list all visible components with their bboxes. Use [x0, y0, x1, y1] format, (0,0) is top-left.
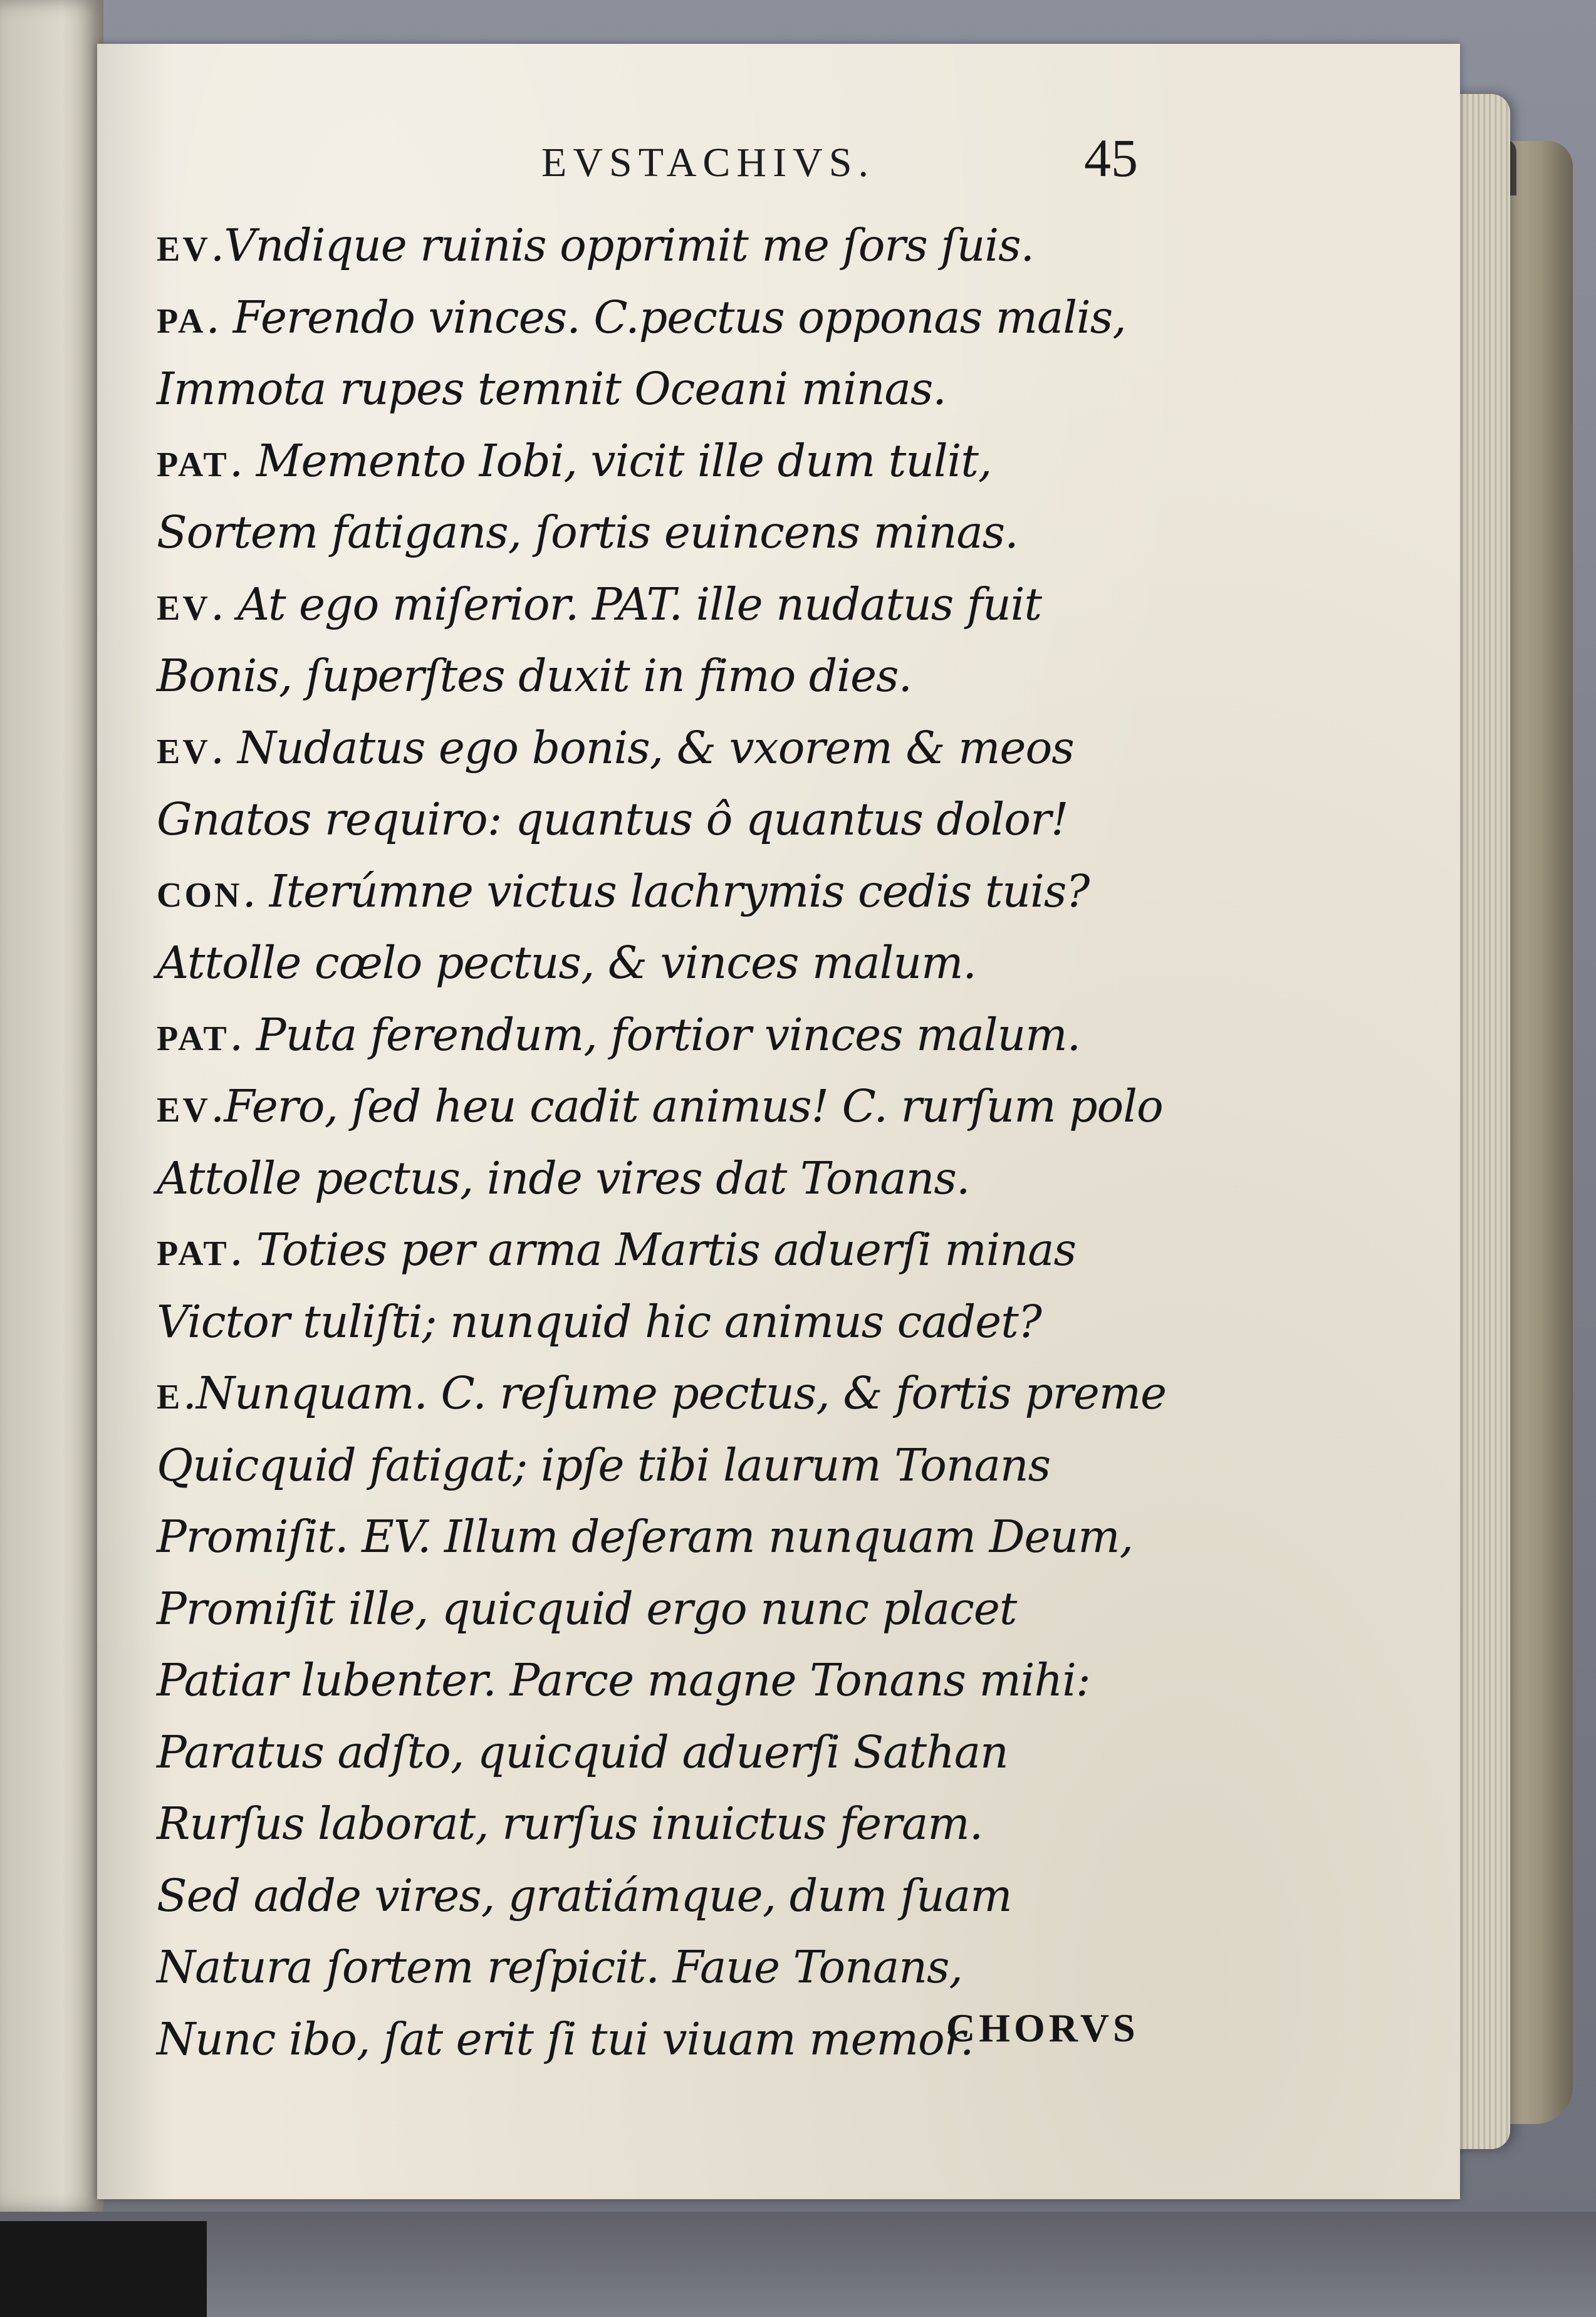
verse-text: Sed adde vires, gratiámque, dum ſuam	[157, 1869, 1012, 1922]
speaker-label: EV	[157, 1091, 211, 1130]
verse-text: .Fero, ſed heu cadit animus! C. rurſum polo	[210, 1080, 1163, 1132]
text-line	[157, 1286, 1347, 1358]
text-line	[157, 353, 1347, 425]
verse-text: Quicquid fatigat; ipſe tibi laurum Tonans	[157, 1439, 1051, 1491]
dark-object	[0, 2221, 207, 2317]
text-line	[157, 640, 1347, 712]
speaker-label: PA	[157, 301, 206, 341]
speaker-label: EV	[157, 588, 211, 628]
verse-text: Patiar lubenter. Parce magne Tonans mihi:	[157, 1654, 1090, 1706]
verse-text: Natura ſortem reſpicit. Faue Tonans,	[157, 1941, 962, 1993]
verse-text: Attolle cœlo pectus, & vinces malum.	[157, 937, 976, 989]
text-line	[157, 282, 1347, 354]
speaker-label: PAT	[157, 1234, 229, 1273]
verse-text: Paratus adſto, quicquid aduerſi Sathan	[157, 1726, 1008, 1778]
text-line	[157, 1430, 1347, 1502]
text-line	[157, 497, 1347, 569]
verse-text: Gnatos requiro: quantus ô quantus dolor!	[157, 793, 1068, 845]
speaker-label: PAT	[157, 445, 229, 484]
verse-text: Promiſit ille, quicquid ergo nunc placet	[157, 1582, 1017, 1635]
text-line	[157, 1932, 1347, 2004]
text-line	[157, 712, 1347, 784]
verse-text: Rurſus laborat, rurſus inuictus feram.	[157, 1798, 983, 1850]
text-line	[157, 1358, 1347, 1430]
text-line	[157, 1788, 1347, 1860]
text-line	[157, 856, 1347, 928]
verse-text: . Nudatus ego bonis, & vxorem & meos	[210, 721, 1074, 774]
text-line	[157, 569, 1347, 641]
text-line	[157, 784, 1347, 856]
text-line	[157, 210, 1347, 282]
verse-text: .Vndique ruinis opprimit me ſors ſuis.	[210, 219, 1035, 271]
verse-text: Immota rupes temnit Oceani minas.	[157, 363, 946, 415]
running-head: EVSTACHIVS.	[541, 140, 875, 185]
text-line	[157, 1645, 1347, 1717]
verse-text: . Puta ferendum, fortior vinces malum.	[229, 1008, 1081, 1061]
speaker-label: EV	[157, 732, 211, 771]
verse-text: .Nunquam. C. reſume pectus, & fortis preme	[182, 1367, 1167, 1419]
text-line	[157, 1860, 1347, 1932]
speaker-label: CON	[157, 875, 243, 915]
previous-page-edge	[0, 0, 103, 2212]
text-line	[157, 999, 1347, 1071]
text-line	[157, 2004, 1347, 2076]
text-line	[157, 425, 1347, 497]
text-line	[157, 1143, 1347, 1215]
text-line	[157, 1501, 1347, 1573]
verse-text: Sortem fatigans, ſortis euincens minas.	[157, 506, 1018, 558]
verse-text: . Iterúmne victus lachrymis cedis tuis?	[242, 865, 1090, 917]
verse-text: Bonis, ſuperſtes duxit in fimo dies.	[157, 650, 912, 702]
text-line	[157, 1573, 1347, 1645]
table-surface	[0, 2212, 1596, 2317]
speaker-label: E	[157, 1378, 183, 1417]
verse-text: Victor tuliſti; nunquid hic animus cadet?	[157, 1295, 1041, 1348]
text-line	[157, 1071, 1347, 1143]
text-line	[157, 1717, 1347, 1789]
catchword: CHORVS	[946, 2006, 1139, 2050]
page-number: 45	[1084, 128, 1138, 188]
book-page	[97, 44, 1460, 2199]
verse-text: Attolle pectus, inde vires dat Tonans.	[157, 1152, 970, 1204]
text-line	[157, 927, 1347, 999]
verse-text: . Toties per arma Martis aduerſi minas	[229, 1224, 1076, 1276]
text-line	[157, 1214, 1347, 1286]
verse-text: . At ego miſerior. PAT. ille nudatus fuit	[210, 578, 1041, 630]
verse-text: Promiſit. EV. Illum deſeram nunquam Deum,	[157, 1511, 1134, 1563]
verse-text: Nunc ibo, ſat erit ſi tui viuam memor.	[157, 2012, 974, 2065]
text-block	[157, 210, 1347, 2075]
verse-text: . Memento Iobi, vicit ille dum tulit,	[229, 434, 992, 487]
speaker-label: PAT	[157, 1019, 229, 1058]
verse-text: . Ferendo vinces. C.pectus opponas malis,	[206, 291, 1126, 343]
speaker-label: EV	[157, 230, 211, 269]
